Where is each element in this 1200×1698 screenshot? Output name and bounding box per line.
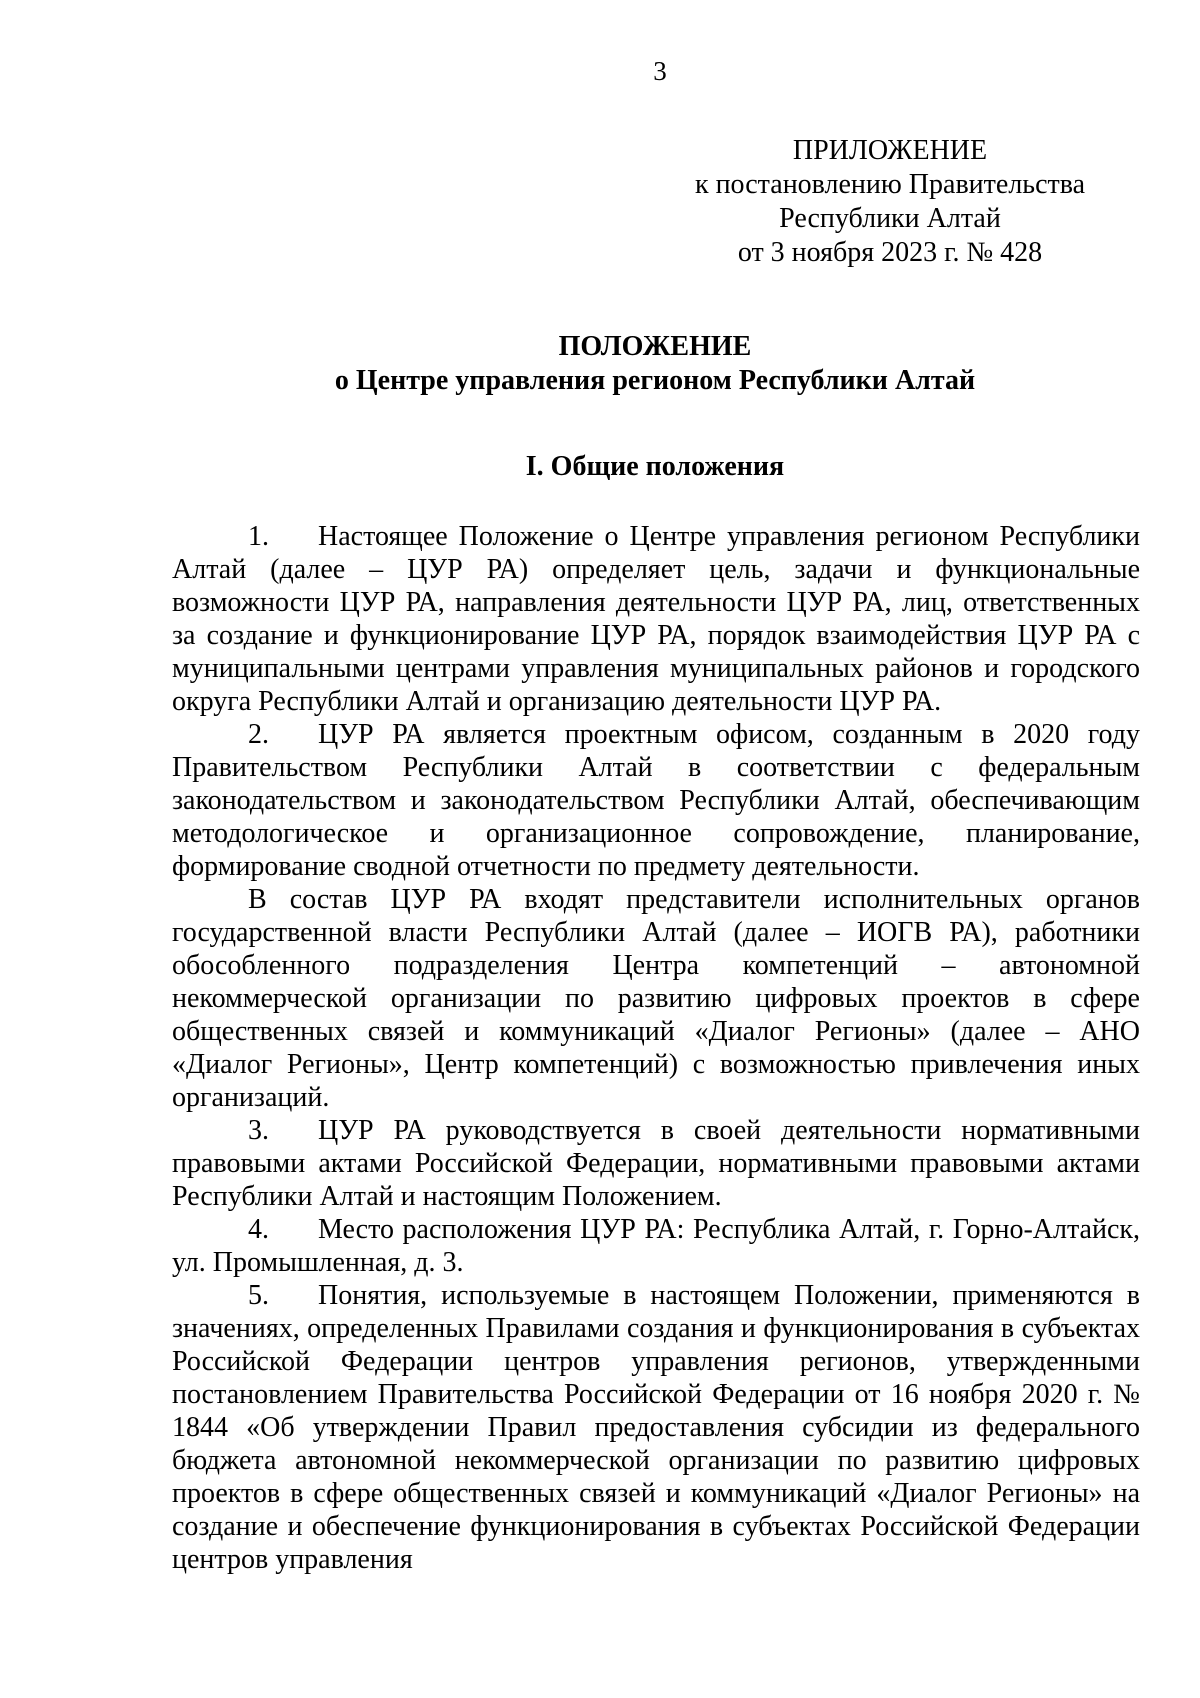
appendix-block (680, 134, 1100, 270)
paragraph-1 (172, 520, 1140, 718)
paragraph-number: 2. (248, 719, 269, 750)
section-heading: I. Общие положения (525, 451, 785, 482)
paragraph-number: 1. (248, 521, 269, 552)
paragraph-number: 5. (248, 1280, 269, 1311)
paragraph-text: Место расположения ЦУР РА: Республика Алтай, г. Горно-Алтайск, ул. Промышленная, д. 3. (172, 1214, 1140, 1278)
paragraph-4 (172, 1213, 1140, 1279)
appendix-line-resolution: к постановлению Правительства (694, 169, 1086, 200)
paragraph-text: ЦУР РА является проектным офисом, созданным в 2020 году Правительством Республики Алтай в соответствии с федеральным законодательством и законодательством Республики Алтай, обеспечивающим методологическое и организационное сопровождение, планирование, формирование сводной отчетности по предмету деятельности. (172, 719, 1140, 882)
document-title (170, 330, 1140, 398)
paragraph-number: 4. (248, 1214, 269, 1245)
paragraph-text: ЦУР РА руководствуется в своей деятельности нормативными правовыми актами Российской Федерации, нормативными правовыми актами Республики Алтай и настоящим Положением. (172, 1115, 1140, 1212)
paragraph-text: Настоящее Положение о Центре управления регионом Республики Алтай (далее – ЦУР РА) определяет цель, задачи и функциональные возможности ЦУР РА, направления деятельности ЦУР РА, лиц, ответственных за создание и функционирование ЦУР РА, порядок взаимодействия ЦУР РА с муниципальными центрами управления муниципальных районов и городского округа Республики Алтай и организацию деятельности ЦУР РА. (172, 521, 1140, 717)
paragraph-text: В состав ЦУР РА входят представители исполнительных органов государственной власти Республики Алтай (далее – ИОГВ РА), работники обособленного подразделения Центра компетенций – автономной некоммерческой организации по развитию цифровых проектов в сфере общественных связей и коммуникаций «Диалог Регионы» (далее – АНО «Диалог Регионы», Центр компетенций) с возможностью привлечения иных организаций. (172, 884, 1140, 1113)
title-subtitle: о Центре управления регионом Республики Алтай (334, 365, 976, 396)
paragraph-2 (172, 718, 1140, 883)
title-main: ПОЛОЖЕНИЕ (558, 331, 752, 362)
page-number: 3 (653, 56, 667, 86)
paragraph-number: 3. (248, 1115, 269, 1146)
paragraph-3 (172, 1114, 1140, 1213)
appendix-title: ПРИЛОЖЕНИЕ (792, 135, 988, 166)
appendix-line-republic: Республики Алтай (779, 203, 1001, 234)
appendix-line-date: от 3 ноября 2023 г. № 428 (737, 237, 1043, 268)
paragraph-2-continued (172, 883, 1140, 1114)
paragraph-5 (172, 1279, 1140, 1576)
body-text (172, 520, 1140, 1576)
paragraph-text: Понятия, используемые в настоящем Положении, применяются в значениях, определенных Правилами создания и функционирования в субъектах Российской Федерации центров управления регионов, утвержденными постановлением Правительства Российской Федерации от 16 ноября 2020 г. № 1844 «Об утверждении Правил предоставления субсидии из федерального бюджета автономной некоммерческой организации по развитию цифровых проектов в сфере общественных связей и коммуникаций «Диалог Регионы» на создание и обеспечение функционирования в субъектах Российской Федерации центров управления (172, 1280, 1140, 1575)
